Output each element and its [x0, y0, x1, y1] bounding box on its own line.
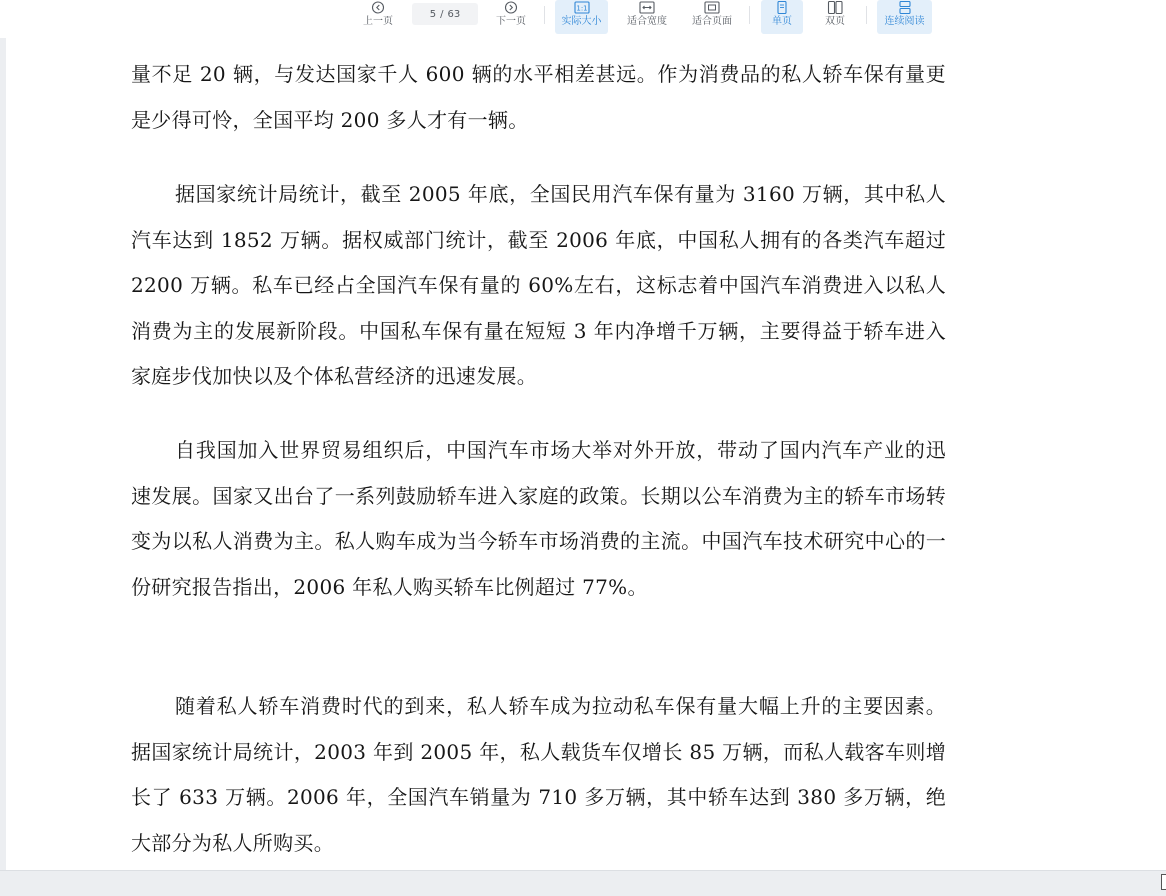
scrollbar-handle[interactable] [1161, 874, 1166, 890]
toolbar-divider [749, 6, 750, 24]
fit-width-label: 适合宽度 [627, 16, 667, 27]
actual-size-button[interactable] [555, 0, 608, 34]
double-page-icon [826, 1, 844, 14]
page-separator: / [440, 8, 444, 20]
double-page-label: 双页 [825, 16, 845, 27]
paragraph: 自我国加入世界贸易组织后，中国汽车市场大举对外开放，带动了国内汽车产业的迅速发展。国家又出台了一系列鼓励轿车进入家庭的政策。长期以公车消费为主的轿车市场转变为以私人消费为主。私人购车成为当今轿车市场消费的主流。中国汽车技术研究中心的一份研究报告指出，2006 年私人购买轿车比例超过 77%。 [131, 438, 946, 599]
paragraph: 量不足 20 辆，与发达国家千人 600 辆的水平相差甚远。作为消费品的私人轿车保有量更是少得可怜，全国平均 200 多人才有一辆。 [131, 62, 946, 132]
paragraph: 随着私人轿车消费时代的到来，私人轿车成为拉动私车保有量大幅上升的主要因素。据国家统计局统计，2003 年到 2005 年，私人载货车仅增长 85 万辆，而私人载客车则增长了 633 万辆。2006 年，全国汽车销量为 710 多万辆，其中轿车达到 380 多万辆，绝大部分为私人所购买。 [131, 694, 946, 855]
fit-page-button[interactable] [686, 0, 738, 34]
single-page-label: 单页 [772, 16, 792, 27]
actual-size-icon [573, 1, 591, 14]
fit-page-icon [703, 1, 721, 14]
continuous-scroll-icon [896, 1, 914, 14]
continuous-reading-button[interactable] [877, 0, 932, 34]
single-page-button[interactable] [761, 0, 803, 34]
viewer-bottom-area [0, 870, 1166, 896]
next-page-label: 下一页 [496, 16, 526, 27]
prev-page-label: 上一页 [363, 16, 393, 27]
paragraph: 据国家统计局统计，截至 2005 年底，全国民用汽车保有量为 3160 万辆，其中私人汽车达到 1852 万辆。据权威部门统计，截至 2006 年底，中国私人拥有的各类汽车超过 2200 万辆。私车已经占全国汽车保有量的 60%左右，这标志着中国汽车消费进入以私人消费为主的发展新阶段。中国私车保有量在短短 3 年内净增千万辆，主要得益于轿车进入家庭步伐加快以及个体私营经济的迅速发展。 [131, 182, 946, 389]
next-page-button[interactable] [489, 0, 533, 34]
toolbar-divider [544, 6, 545, 24]
page-indicator[interactable] [412, 3, 478, 25]
total-pages: 63 [447, 8, 461, 20]
actual-size-label: 实际大小 [561, 16, 602, 27]
fit-width-button[interactable] [621, 0, 673, 34]
chevron-right-circle-icon [502, 1, 520, 14]
fit-width-icon [638, 1, 656, 14]
document-page [6, 38, 1166, 870]
actual-size-icon-text: 1:1 [575, 4, 588, 13]
prev-page-button[interactable] [356, 0, 400, 34]
single-page-icon [773, 1, 791, 14]
toolbar-divider [866, 6, 867, 24]
continuous-reading-label: 连续阅读 [884, 16, 925, 27]
fit-page-label: 适合页面 [692, 16, 732, 27]
double-page-button[interactable] [815, 0, 855, 34]
current-page-number[interactable]: 5 [429, 8, 437, 20]
chevron-left-circle-icon [369, 1, 387, 14]
toolbar [0, 0, 1166, 38]
